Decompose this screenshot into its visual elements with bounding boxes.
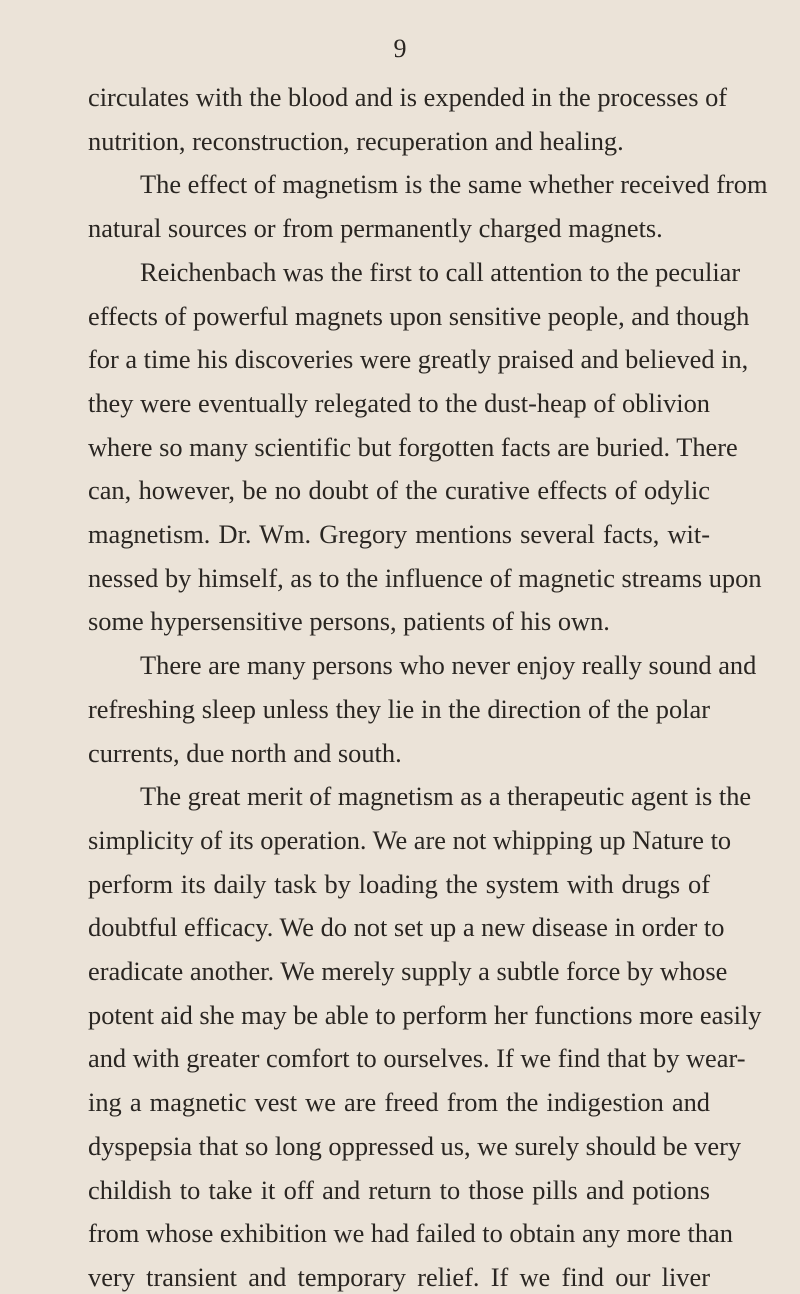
text-line: they were eventually relegated to the dust-heap of oblivion: [88, 387, 710, 418]
text-line: The great merit of magnetism as a therapeutic agent is the: [140, 781, 752, 812]
text-line: some hypersensitive persons, patients of his own.: [88, 606, 610, 637]
text-line: for a time his discoveries were greatly praised and believed in,: [88, 344, 749, 375]
text-line: Reichenbach was the first to call attention to the peculiar: [140, 256, 741, 287]
text-line: currents, due north and south.: [88, 737, 402, 768]
text-line: refreshing sleep unless they lie in the direction of the polar: [88, 693, 710, 724]
text-line: effects of powerful magnets upon sensitive people, and though: [88, 300, 750, 331]
text-line: simplicity of its operation. We are not whipping up Nature to: [88, 824, 732, 855]
text-line: ing a magnetic vest we are freed from the indigestion and: [88, 1087, 710, 1118]
text-line: where so many scientific but forgotten facts are buried. There: [88, 431, 738, 462]
text-line: from whose exhibition we had failed to obtain any more than: [88, 1218, 733, 1249]
text-line: eradicate another. We merely supply a subtle force by whose: [88, 956, 728, 986]
text-line: can, however, be no doubt of the curative effects of odylic: [88, 475, 710, 506]
text-line: The effect of magnetism is the same whether received from: [140, 169, 768, 200]
text-line: There are many persons who never enjoy really sound and: [140, 650, 757, 681]
text-line: very transient and temporary relief. If we find our liver: [88, 1261, 710, 1292]
text-line: and with greater comfort to ourselves. If we find that by wear-: [88, 1043, 746, 1074]
text-line: dyspepsia that so long oppressed us, we surely should be very: [88, 1130, 742, 1161]
text-line: childish to take it off and return to those pills and potions: [88, 1174, 710, 1205]
text-line: nessed by himself, as to the influence of magnetic streams upon: [88, 562, 762, 593]
text-line: perform its daily task by loading the system with drugs of: [88, 868, 710, 899]
text-line: nutrition, reconstruction, recuperation and healing.: [88, 125, 624, 156]
text-line: potent aid she may be able to perform her functions more easily: [88, 999, 762, 1030]
text-line: natural sources or from permanently charged magnets.: [88, 213, 663, 244]
page-number: 9: [393, 34, 407, 63]
text-line: doubtful efficacy. We do not set up a new disease in order to: [88, 912, 725, 943]
text-line: magnetism. Dr. Wm. Gregory mentions several facts, wit-: [88, 519, 710, 549]
text-line: circulates with the blood and is expended in the processes of: [88, 82, 728, 112]
